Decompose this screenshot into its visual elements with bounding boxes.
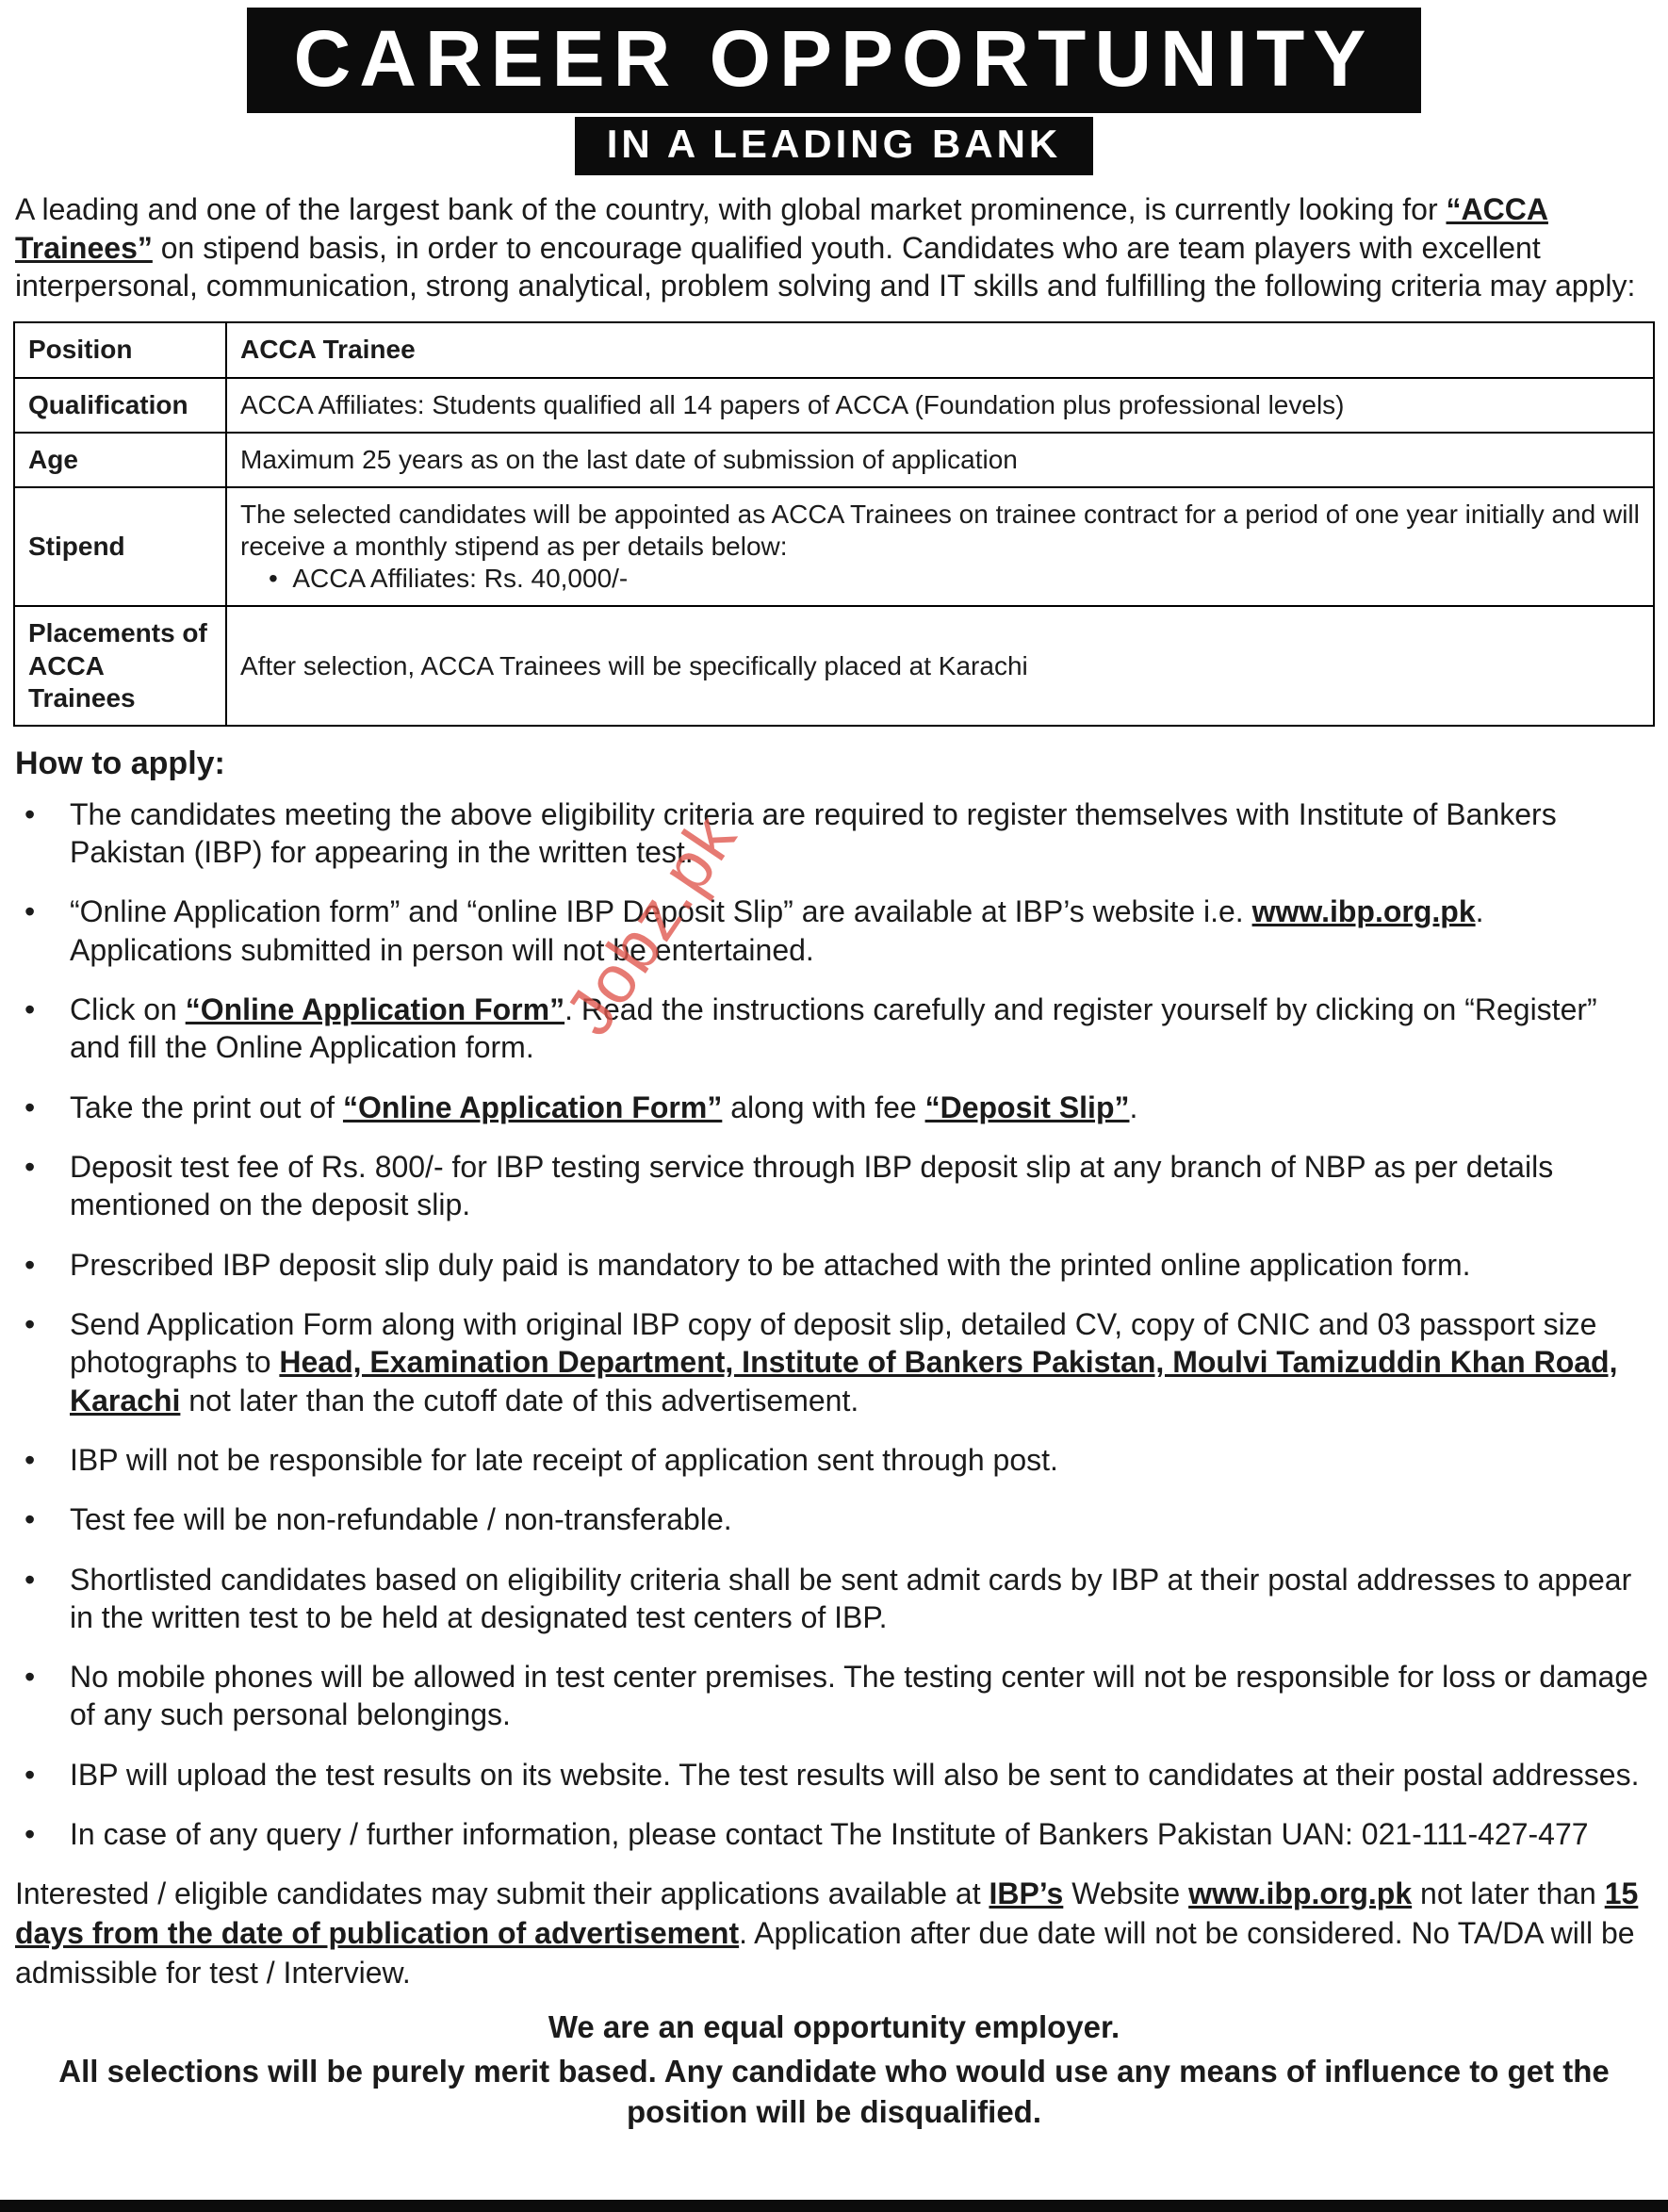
bullet-item-late-receipt [15, 1441, 1653, 1479]
bullet-item-deposit-fee [15, 1148, 1653, 1224]
emphasis-text: Head, Examination Department, Institute of Bankers Pakistan, Moulvi Tamizuddin Khan Road, Karachi [70, 1345, 1618, 1417]
text-run: . Application after due date will not be considered. No TA/DA will be admissible for test / Interview. [15, 1915, 1635, 1990]
merit-statement: All selections will be purely merit based. Any candidate who would use any means of influence to get the position will be disqualified. [58, 2054, 1610, 2129]
text-run: Shortlisted candidates based on eligibility criteria shall be sent admit cards by IBP at their postal addresses to appear in the written test to be held at designated test centers of IBP. [70, 1562, 1632, 1634]
row-stipend-label: Stipend [14, 487, 226, 606]
bullet-item-forms-available [15, 893, 1653, 969]
text-run: . Applications submitted in person will not be entertained. [70, 894, 1484, 967]
text-run: not later than the cutoff date of this advertisement. [180, 1383, 859, 1417]
row-qualification-value: ACCA Affiliates: Students qualified all 14 papers of ACCA (Foundation plus professional levels) [226, 378, 1654, 433]
how-to-apply-list [15, 795, 1653, 1854]
row-position-label: Position [14, 322, 226, 377]
row-placements-label: Placements of ACCA Trainees [14, 606, 226, 725]
text-run: IBP will not be responsible for late receipt of application sent through post. [70, 1442, 1058, 1477]
emphasis-text: IBP’s [989, 1876, 1064, 1911]
bullet-item-slip-mandatory [15, 1246, 1653, 1284]
stipend-amount: • ACCA Affiliates: Rs. 40,000/- [240, 563, 1640, 595]
bottom-rule [0, 2200, 1668, 2212]
text-run: Test fee will be non-refundable / non-transferable. [70, 1502, 732, 1537]
text-run: No mobile phones will be allowed in test center premises. The testing center will not be responsible for loss or damage of any such personal belongings. [70, 1660, 1648, 1732]
bullet-item-query-contact [15, 1815, 1653, 1853]
row-stipend-value [226, 487, 1654, 606]
bullet-item-non-refundable [15, 1500, 1653, 1538]
bullet-item-admit-cards [15, 1561, 1653, 1637]
text-run: Prescribed IBP deposit slip duly paid is mandatory to be attached with the printed online application form. [70, 1247, 1471, 1282]
emphasis-text: www.ibp.org.pk [1188, 1876, 1413, 1911]
row-placements-value: After selection, ACCA Trainees will be specifically placed at Karachi [226, 606, 1654, 725]
text-run: Website [1063, 1876, 1189, 1911]
row-qualification-label: Qualification [14, 378, 226, 433]
text-run: Take the print out of [70, 1090, 343, 1124]
row-position [14, 322, 1654, 377]
emphasis-text: “Deposit Slip” [924, 1090, 1130, 1124]
stipend-intro-text: The selected candidates will be appointed as ACCA Trainees on trainee contract for a period of one year initially and will receive a monthly stipend as per details below: [240, 499, 1640, 562]
ad-subtitle: IN A LEADING BANK [575, 117, 1094, 175]
row-age [14, 433, 1654, 487]
text-run: IBP will upload the test results on its website. The test results will also be sent to candidates at their postal addresses. [70, 1757, 1640, 1792]
bullet-item-results-upload [15, 1756, 1653, 1794]
text-run: In case of any query / further information, please contact The Institute of Bankers Pakistan UAN: 021-111-427-477 [70, 1817, 1589, 1852]
text-run: Interested / eligible candidates may submit their applications available at [15, 1876, 989, 1911]
row-placements [14, 606, 1654, 725]
emphasis-text: www.ibp.org.pk [1251, 894, 1476, 929]
row-age-value: Maximum 25 years as on the last date of submission of application [226, 433, 1654, 487]
closing-paragraph [15, 1875, 1653, 1992]
row-qualification [14, 378, 1654, 433]
text-run: along with fee [722, 1090, 925, 1124]
intro-paragraph [15, 190, 1653, 304]
text-run: on stipend basis, in order to encourage qualified youth. Candidates who are team players with excellent interpersonal, communication, strong analytical, problem solving and IT skills and fulfilling the following criteria may apply: [15, 230, 1636, 303]
ad-title: CAREER OPPORTUNITY [247, 8, 1422, 113]
text-run: The candidates meeting the above eligibility criteria are required to register themselves with Institute of Bankers Pakistan (IBP) for appearing in the written test. [70, 796, 1557, 870]
text-run: A leading and one of the largest bank of the country, with global market prominence, is currently looking for [15, 192, 1447, 227]
emphasis-text: 15 days from the date of publication of advertisement [15, 1876, 1639, 1950]
text-run: Send Application Form along with original IBP copy of deposit slip, detailed CV, copy of CNIC and 03 passport size photographs to [70, 1306, 1597, 1380]
emphasis-text: “Online Application Form” [342, 1090, 723, 1124]
bullet-item-no-mobiles [15, 1658, 1653, 1734]
text-run: . [1129, 1090, 1138, 1124]
emphasis-text: “ACCA Trainees” [15, 192, 1548, 265]
text-run: “Online Application form” and “online IBP Deposit Slip” are available at IBP’s website i.e. [70, 894, 1252, 929]
row-position-value: ACCA Trainee [226, 322, 1654, 377]
bullet-item-send-application [15, 1305, 1653, 1419]
bullet-item-print-out [15, 1089, 1653, 1126]
criteria-table [13, 321, 1655, 726]
bullet-item-register [15, 795, 1653, 872]
text-run: . Read the instructions carefully and register yourself by clicking on “Register” and fill the Online Application form. [70, 992, 1597, 1065]
equal-opportunity-line: We are an equal opportunity employer. [548, 2009, 1120, 2045]
how-to-apply-heading: How to apply: [15, 745, 225, 781]
subtitle-row [13, 113, 1655, 175]
row-age-label: Age [14, 433, 226, 487]
text-run: Click on [70, 992, 186, 1027]
title-row [13, 8, 1655, 113]
row-stipend [14, 487, 1654, 606]
header-banner [13, 8, 1655, 175]
text-run: Deposit test fee of Rs. 800/- for IBP testing service through IBP deposit slip at any branch of NBP as per details mentioned on the deposit slip. [70, 1150, 1554, 1222]
bullet-item-click-form [15, 991, 1653, 1067]
emphasis-text: “Online Application Form” [185, 992, 565, 1027]
text-run: not later than [1412, 1876, 1605, 1911]
watermark: Jobz.pk [550, 800, 752, 1049]
